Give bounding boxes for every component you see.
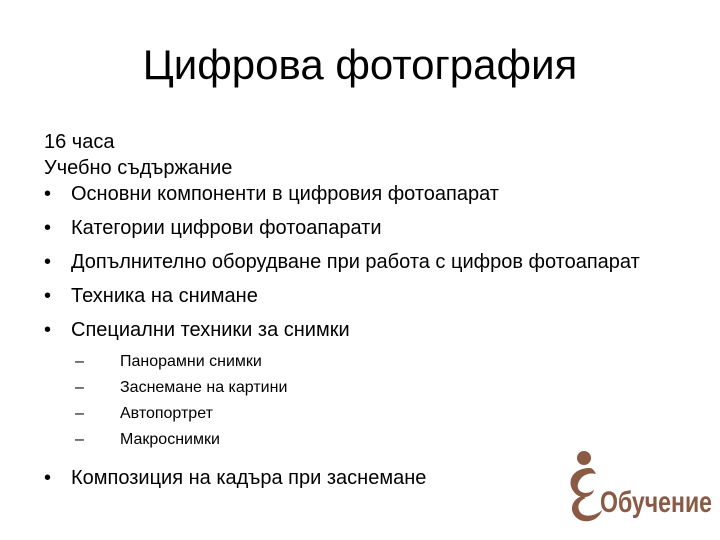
list-item-text: Специални техники за снимки [71,319,350,341]
list-item [44,283,664,309]
bullet-icon: • [44,285,52,307]
bullet-icon: • [44,251,52,273]
dash-icon: – [75,353,84,370]
dash-icon: – [75,379,84,396]
list-item-text: Техника на снимане [71,285,258,307]
list-item-text: Композиция на кадъра при заснемане [71,467,427,489]
slide-title: Цифрова фотография [142,41,578,88]
sub-list-item-text: Панорамни снимки [120,353,262,370]
sub-list-item [71,375,664,401]
slide-content [44,129,664,499]
obuchenie-logo [560,448,716,524]
list-item [44,249,664,275]
list-item-text: Основни компоненти в цифровия фотоапарат [71,183,499,205]
course-hours: 16 часа [44,131,115,153]
sub-list-item-text: Макроснимки [120,431,220,448]
logo-text: Обучение [600,486,712,519]
dash-icon: – [75,431,84,448]
list-item-text: Допълнително оборудване при работа с цифров фотоапарат [71,251,640,273]
bullet-icon: • [44,319,52,341]
sub-topic-list [71,349,664,453]
sub-list-item-text: Заснемане на картини [120,379,288,396]
bullet-icon: • [44,467,52,489]
bullet-icon: • [44,217,52,239]
sub-list-item [71,349,664,375]
list-item [44,215,664,241]
dash-icon: – [75,405,84,422]
list-item [44,181,664,207]
list-item [44,317,664,453]
sub-list-item-text: Автопортрет [120,405,213,422]
content-subheading: Учебно съдържание [44,157,233,179]
person-figure-logo-icon [560,448,716,524]
list-item-text: Категории цифрови фотоапарати [71,217,382,239]
bullet-icon: • [44,183,52,205]
sub-list-item [71,401,664,427]
topic-list [44,181,664,491]
